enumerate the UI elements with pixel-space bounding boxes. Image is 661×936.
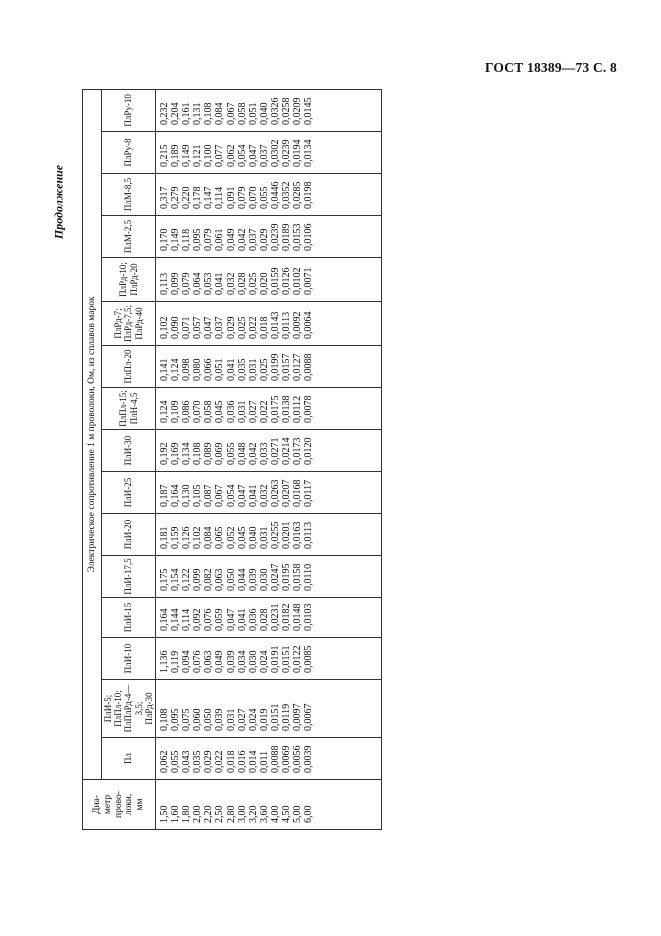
table-cell: 0,0113 (303, 521, 315, 549)
table-cell: 0,095 (170, 708, 182, 731)
table-cell: 0,067 (225, 102, 237, 125)
resistance-table (82, 89, 382, 830)
table-cell: 0,0085 (303, 645, 315, 673)
column-header: ПлИ-25 (102, 472, 156, 514)
table-cell: 0,0088 (303, 353, 315, 381)
table-cell: 0,0194 (292, 139, 304, 167)
table-cell: 0,0209 (292, 97, 304, 125)
table-cell: 0,114 (181, 608, 193, 631)
table-cell: 0,124 (170, 358, 182, 381)
table-cell: 0,041 (236, 608, 248, 631)
table-cell: 0,024 (258, 650, 270, 673)
table-cell: 0,031 (225, 708, 237, 731)
table-cell: 0,076 (203, 608, 215, 631)
table-cell: 0,119 (170, 650, 182, 673)
table-cell: 0,0199 (269, 353, 281, 381)
table-cell: 0,094 (181, 650, 193, 673)
table-cell: 0,144 (170, 608, 182, 631)
table-cell: 0,0113 (281, 311, 293, 339)
table-cell: 0,0263 (269, 479, 281, 507)
table-cell: 0,0255 (269, 521, 281, 549)
table-cell: 0,0069 (281, 745, 293, 773)
table-cell: 0,079 (236, 186, 248, 209)
continuation-label-box (44, 112, 74, 292)
page-header: ГОСТ 18389—73 С. 8 (484, 60, 617, 75)
table-cell: 0,0239 (269, 223, 281, 251)
table-cell: 0,037 (258, 144, 270, 167)
table-cell: 0,0247 (269, 563, 281, 591)
table-cell: 0,077 (214, 144, 226, 167)
table-cell: 0,170 (159, 228, 170, 251)
table-cell: 0,055 (225, 442, 237, 465)
table-cell: 0,032 (225, 272, 237, 295)
table-cell: 0,062 (225, 144, 237, 167)
table-cell: 0,025 (236, 316, 248, 339)
table-cell: 0,030 (258, 568, 270, 591)
table-cell: 0,048 (236, 442, 248, 465)
table-cell: 0,018 (225, 750, 237, 773)
table-cell: 0,175 (159, 568, 170, 591)
table-cell: 0,028 (236, 272, 248, 295)
value-column (156, 346, 382, 388)
table-cell: 0,109 (170, 400, 182, 423)
table-cell: 0,054 (236, 144, 248, 167)
table-cell: 0,069 (214, 442, 226, 465)
table-cell: 0,0173 (292, 437, 304, 465)
table-cell: 0,134 (181, 442, 193, 465)
value-column (156, 132, 382, 174)
column-header: ПлПл-15; ПлН-4,5 (102, 388, 156, 430)
table-cell: 0,042 (236, 228, 248, 251)
table-cell: 0,141 (159, 358, 170, 381)
table-cell: 0,080 (192, 358, 204, 381)
table-cell: 0,044 (236, 568, 248, 591)
table-cell: 0,0326 (269, 97, 281, 125)
column-header: ПлИ-15 (102, 598, 156, 638)
value-column (156, 258, 382, 302)
table-cell: 0,031 (247, 358, 259, 381)
table-cell: 0,0157 (281, 353, 293, 381)
table-cell: 0,066 (203, 358, 215, 381)
table-cell: 0,039 (214, 708, 226, 731)
column-header: ПлМ-2,5 (102, 216, 156, 258)
column-header: Пл (102, 738, 156, 780)
value-column (156, 430, 382, 472)
value-column (156, 638, 382, 680)
table-cell: 0,0285 (292, 181, 304, 209)
table-cell: 0,029 (203, 750, 215, 773)
table-cell: 0,071 (181, 316, 193, 339)
table-cell: 0,090 (170, 316, 182, 339)
table-cell: 0,091 (225, 186, 237, 209)
table-cell: 0,047 (225, 608, 237, 631)
table-cell: 0,0097 (292, 703, 304, 731)
table-cell: 0,317 (159, 186, 170, 209)
table-cell: 0,204 (170, 102, 182, 125)
table-cell: 0,102 (159, 316, 170, 339)
table-cell: 0,122 (181, 568, 193, 591)
table-cell: 0,022 (258, 400, 270, 423)
table-cell: 0,0159 (269, 267, 281, 295)
table-cell: 0,0138 (281, 395, 293, 423)
table-cell: 0,035 (236, 358, 248, 381)
table-cell: 0,279 (170, 186, 182, 209)
table-cell: 0,028 (258, 608, 270, 631)
table-cell: 0,060 (192, 708, 204, 731)
table-cell: 0,095 (192, 228, 204, 251)
column-header: ПлИ-10 (102, 638, 156, 680)
table-cell: 0,022 (214, 750, 226, 773)
diameter-value: 2,20 (203, 805, 215, 823)
value-column (156, 738, 382, 780)
table-cell: 0,0092 (292, 311, 304, 339)
table-cell: 0,067 (214, 484, 226, 507)
table-cell: 0,0126 (281, 267, 293, 295)
table-cell: 0,0039 (303, 745, 315, 773)
table-cell: 0,0201 (281, 521, 293, 549)
table-cell: 0,039 (247, 568, 259, 591)
diameter-value: 5,00 (292, 805, 304, 823)
table-cell: 0,087 (203, 484, 215, 507)
column-header: ПлПл-20 (102, 346, 156, 388)
table-cell: 0,159 (170, 526, 182, 549)
table-cell: 0,079 (181, 272, 193, 295)
table-cell: 0,092 (192, 608, 204, 631)
diameter-value: 2,00 (192, 805, 204, 823)
table-cell: 0,089 (203, 442, 215, 465)
table-cell: 0,0148 (292, 603, 304, 631)
table-cell: 0,041 (214, 272, 226, 295)
table-cell: 0,0163 (292, 521, 304, 549)
table-cell: 0,025 (247, 272, 259, 295)
table-cell: 0,0189 (281, 223, 293, 251)
column-header: ПлИ-17,5 (102, 556, 156, 598)
column-header: ПлРд-7; ПлРд-7,5; ПлРд-40 (102, 302, 156, 346)
table-cell: 0,124 (159, 400, 170, 423)
table-cell: 0,215 (159, 144, 170, 167)
group-header: Электрическое сопротивление 1 м проволоки, Ом, из сплавов марок (83, 89, 102, 779)
table-cell: 0,100 (203, 144, 215, 167)
table-cell: 0,164 (170, 484, 182, 507)
table-cell: 0,0168 (292, 479, 304, 507)
table-cell: 1,136 (159, 650, 170, 673)
diameter-value: 6,00 (303, 805, 315, 823)
table-cell: 0,0143 (269, 311, 281, 339)
table-cell: 0,076 (192, 650, 204, 673)
table-cell: 0,070 (247, 186, 259, 209)
table-cell: 0,011 (258, 750, 270, 773)
table-cell: 0,181 (159, 526, 170, 549)
table-cell: 0,022 (247, 316, 259, 339)
table-cell: 0,0056 (292, 745, 304, 773)
value-column (156, 302, 382, 346)
table-cell: 0,0134 (303, 139, 315, 167)
table-cell: 0,024 (247, 708, 259, 731)
table-cell: 0,169 (170, 442, 182, 465)
table-cell: 0,043 (181, 750, 193, 773)
diameter-value: 1,80 (181, 805, 193, 823)
table-cell: 0,149 (181, 144, 193, 167)
table-cell: 0,058 (203, 400, 215, 423)
table-cell: 0,031 (236, 400, 248, 423)
table-cell: 0,054 (225, 484, 237, 507)
table-cell: 0,051 (247, 102, 259, 125)
value-column (156, 174, 382, 216)
table-cell: 0,130 (181, 484, 193, 507)
table-cell: 0,0158 (292, 563, 304, 591)
table-cell: 0,033 (258, 442, 270, 465)
table-cell: 0,102 (192, 526, 204, 549)
table-cell: 0,084 (214, 102, 226, 125)
table-cell: 0,052 (225, 526, 237, 549)
table-cell: 0,131 (192, 102, 204, 125)
diameter-values (156, 780, 382, 830)
column-header: ПлРд-10; ПлРд-20 (102, 258, 156, 302)
table-cell: 0,032 (258, 484, 270, 507)
value-column (156, 556, 382, 598)
table-cell: 0,108 (159, 708, 170, 731)
table-cell: 0,149 (170, 228, 182, 251)
table-cell: 0,047 (247, 144, 259, 167)
continuation-label: Продолжение (51, 164, 66, 240)
table-cell: 0,016 (236, 750, 248, 773)
table-cell: 0,047 (236, 484, 248, 507)
table-cell: 0,0122 (292, 645, 304, 673)
table-cell: 0,0151 (269, 703, 281, 731)
table-cell: 0,082 (203, 568, 215, 591)
table-cell: 0,161 (181, 102, 193, 125)
table-cell: 0,099 (170, 272, 182, 295)
table-cell: 0,0153 (292, 223, 304, 251)
table-cell: 0,063 (203, 650, 215, 673)
table-cell: 0,0106 (303, 223, 315, 251)
table-cell: 0,0258 (281, 97, 293, 125)
value-column (156, 216, 382, 258)
table-cell: 0,084 (203, 526, 215, 549)
table-cell: 0,105 (192, 484, 204, 507)
table-cell: 0,0175 (269, 395, 281, 423)
table-cell: 0,0112 (292, 395, 304, 423)
table-cell: 0,058 (236, 102, 248, 125)
diameter-value: 4,00 (269, 805, 281, 823)
table-cell: 0,0214 (281, 437, 293, 465)
table-cell: 0,063 (214, 568, 226, 591)
table-cell: 0,086 (181, 400, 193, 423)
table-cell: 0,0182 (281, 603, 293, 631)
table-cell: 0,041 (225, 358, 237, 381)
table-cell: 0,0103 (303, 603, 315, 631)
table-cell: 0,030 (247, 650, 259, 673)
table-cell: 0,0352 (281, 181, 293, 209)
table-cell: 0,029 (225, 316, 237, 339)
table-cell: 0,0102 (292, 267, 304, 295)
table-cell: 0,053 (203, 272, 215, 295)
table-cell: 0,121 (192, 144, 204, 167)
table-cell: 0,014 (247, 750, 259, 773)
table-cell: 0,057 (192, 316, 204, 339)
table-cell: 0,187 (159, 484, 170, 507)
table-cell: 0,055 (258, 186, 270, 209)
diameter-value: 1,60 (170, 805, 182, 823)
table-cell: 0,029 (258, 228, 270, 251)
table-cell: 0,178 (192, 186, 204, 209)
table-cell: 0,0127 (292, 353, 304, 381)
value-column (156, 388, 382, 430)
table-cell: 0,0145 (303, 97, 315, 125)
table-cell: 0,049 (214, 650, 226, 673)
column-header: ПлИ-5; ПлПл-10; ПлПлРд-4—3,5; ПлРд-30 (102, 680, 156, 738)
table-cell: 0,050 (225, 568, 237, 591)
table-cell: 0,019 (258, 708, 270, 731)
table-cell: 0,113 (159, 272, 170, 295)
table-cell: 0,0110 (303, 563, 315, 591)
table-cell: 0,0271 (269, 437, 281, 465)
table-cell: 0,0119 (281, 703, 293, 731)
table-cell: 0,0239 (281, 139, 293, 167)
table-cell: 0,055 (170, 750, 182, 773)
table-cell: 0,036 (247, 608, 259, 631)
value-column (156, 598, 382, 638)
table-cell: 0,036 (225, 400, 237, 423)
table-cell: 0,041 (247, 484, 259, 507)
table-cell: 0,035 (192, 750, 204, 773)
table-cell: 0,037 (214, 316, 226, 339)
table-cell: 0,189 (170, 144, 182, 167)
table-cell: 0,098 (181, 358, 193, 381)
table-cell: 0,042 (247, 442, 259, 465)
table-cell: 0,065 (214, 526, 226, 549)
table-cell: 0,0071 (303, 267, 315, 295)
table-cell: 0,037 (247, 228, 259, 251)
table-cell: 0,049 (225, 228, 237, 251)
diameter-value: 2,80 (225, 805, 237, 823)
table-cell: 0,050 (203, 708, 215, 731)
column-header: ПлРу-10 (102, 89, 156, 131)
table-cell: 0,154 (170, 568, 182, 591)
table-cell: 0,0446 (269, 181, 281, 209)
diameter-value: 2,50 (214, 805, 226, 823)
table-cell: 0,062 (159, 750, 170, 773)
table-cell: 0,027 (236, 708, 248, 731)
value-column (156, 680, 382, 738)
table-cell: 0,126 (181, 526, 193, 549)
column-header: ПлМ-8,5 (102, 174, 156, 216)
table-cell: 0,0151 (281, 645, 293, 673)
table-cell: 0,045 (236, 526, 248, 549)
table-cell: 0,0088 (269, 745, 281, 773)
diameter-value: 1,50 (159, 805, 170, 823)
diameter-value: 3,00 (236, 805, 248, 823)
table-cell: 0,018 (258, 316, 270, 339)
table-cell: 0,020 (258, 272, 270, 295)
value-column (156, 472, 382, 514)
table-cell: 0,047 (203, 316, 215, 339)
table-cell: 0,039 (225, 650, 237, 673)
table-cell: 0,040 (258, 102, 270, 125)
table-cell: 0,040 (247, 526, 259, 549)
table-cell: 0,0067 (303, 703, 315, 731)
table-cell: 0,147 (203, 186, 215, 209)
table-cell: 0,079 (203, 228, 215, 251)
diameter-value: 3,20 (247, 805, 259, 823)
table-cell: 0,220 (181, 186, 193, 209)
value-column (156, 514, 382, 556)
table-cell: 0,192 (159, 442, 170, 465)
rotated-table-container (82, 90, 382, 830)
column-header: ПлИ-30 (102, 430, 156, 472)
table-cell: 0,0302 (269, 139, 281, 167)
table-cell: 0,0207 (281, 479, 293, 507)
table-cell: 0,075 (181, 708, 193, 731)
table-cell: 0,0078 (303, 395, 315, 423)
table-cell: 0,0120 (303, 437, 315, 465)
table-cell: 0,108 (203, 102, 215, 125)
table-cell: 0,034 (236, 650, 248, 673)
column-header: ПлРу-8 (102, 132, 156, 174)
value-column (156, 89, 382, 131)
diameter-header: Диа- метр прово- локи, мм (83, 780, 156, 830)
table-cell: 0,064 (192, 272, 204, 295)
table-cell: 0,118 (181, 228, 193, 251)
diameter-value: 4,50 (281, 805, 293, 823)
table-cell: 0,232 (159, 102, 170, 125)
table-cell: 0,059 (214, 608, 226, 631)
table-cell: 0,108 (192, 442, 204, 465)
table-cell: 0,0064 (303, 311, 315, 339)
column-header: ПлИ-20 (102, 514, 156, 556)
table-cell: 0,0195 (281, 563, 293, 591)
table-cell: 0,0231 (269, 603, 281, 631)
table-cell: 0,070 (192, 400, 204, 423)
table-cell: 0,051 (214, 358, 226, 381)
table-cell: 0,061 (214, 228, 226, 251)
table-cell: 0,027 (247, 400, 259, 423)
table-cell: 0,0198 (303, 181, 315, 209)
table-cell: 0,045 (214, 400, 226, 423)
table-cell: 0,025 (258, 358, 270, 381)
table-cell: 0,031 (258, 526, 270, 549)
table-cell: 0,0117 (303, 479, 315, 507)
table-cell: 0,164 (159, 608, 170, 631)
diameter-value: 3,60 (258, 805, 270, 823)
table-cell: 0,099 (192, 568, 204, 591)
table-cell: 0,114 (214, 186, 226, 209)
table-cell: 0,0191 (269, 645, 281, 673)
